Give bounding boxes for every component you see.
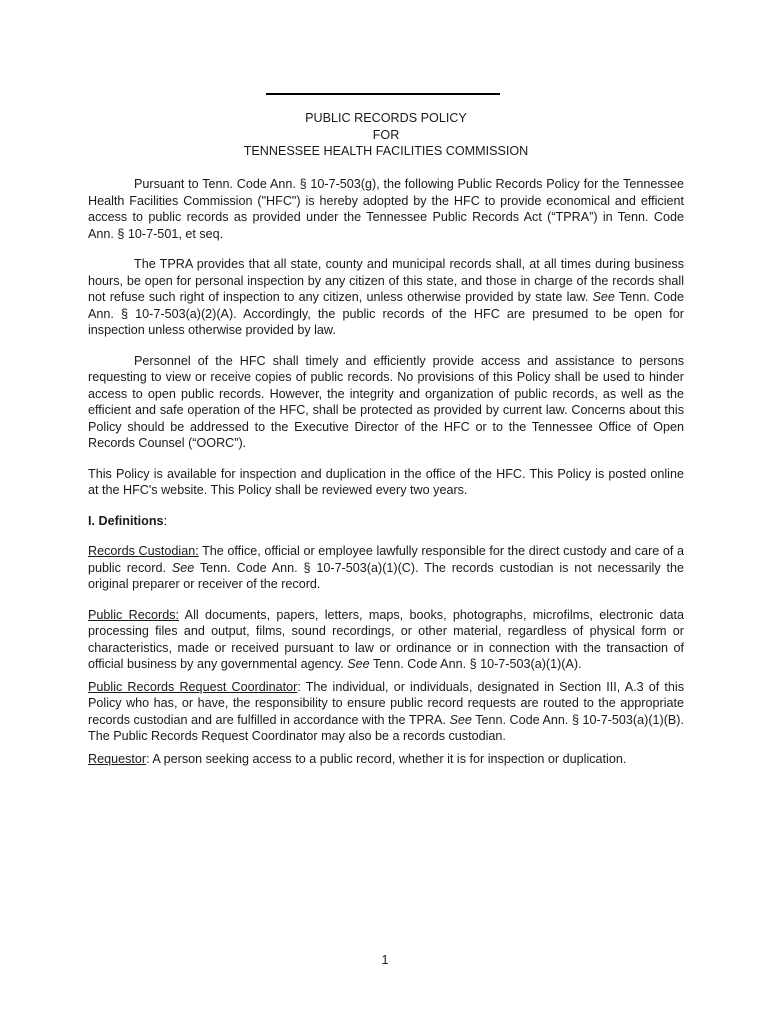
definition-text-a: All documents, papers, letters, maps, books, photographs, microfilms, electronic data processing files and output, films, sound recordings, or other material, regardless of physical form or characteristics, made or received pursuant to law or ordinance or in connection with the transaction of official business by any governmental agency.: [88, 607, 684, 671]
definition-text-b: Tenn. Code Ann. § 10-7-503(a)(1)(B). The Public Records Request Coordinator may also be a records custodian.: [88, 712, 684, 743]
definition-colon: :: [146, 751, 150, 766]
definition-term: Public Records Request Coordinator: [88, 679, 298, 694]
see-citation: See: [592, 290, 615, 304]
title-line-3: TENNESSEE HEALTH FACILITIES COMMISSION: [243, 144, 529, 158]
section-heading-colon: :: [163, 513, 168, 528]
definition-text-b: Tenn. Code Ann. § 10-7-503(a)(1)(C). The records custodian is not necessarily the original preparer or receiver of the record.: [88, 560, 684, 591]
section-heading-text: I. Definitions: [88, 513, 164, 528]
definition-text-b: Tenn. Code Ann. § 10-7-503(a)(1)(A).: [372, 657, 582, 671]
title-line-2: FOR: [372, 127, 400, 142]
document-title: [88, 110, 684, 160]
top-rule: [266, 93, 500, 95]
definition-records-custodian: [88, 543, 684, 593]
definition-request-coordinator: [88, 679, 684, 745]
paragraph-tpra-text-b: Tenn. Code Ann. § 10-7-503(a)(2)(A). Accordingly, the public records of the HFC are presumed to be open for inspection unless otherwise provided by law.: [88, 290, 684, 337]
section-heading: [88, 513, 684, 530]
see-citation: See: [171, 560, 195, 575]
document-body: [88, 176, 684, 767]
paragraph-adoption: Pursuant to Tenn. Code Ann. § 10-7-503(g), the following Public Records Policy for the Tennessee Health Facilities Commission ("HFC") is hereby adopted by the HFC to provide economical and efficient access to public records as provided under the Tennessee Public Records Act (“TPRA”) in Tenn. Code Ann. § 10-7-501, et seq.: [88, 177, 684, 241]
definition-public-records: [88, 607, 684, 673]
definition-term: Records Custodian:: [88, 544, 199, 558]
see-citation: See: [449, 712, 472, 727]
definition-text-a: The individual, or individuals, designated in Section III, A.3 of this Policy who has, or have, the responsibility to ensure public record requests are routed to the appropriate records custodian and are fulfilled in accordance with the TPRA.: [88, 679, 684, 727]
definition-text-a: The office, official or employee lawfully responsible for the direct custody and care of a public record.: [88, 544, 684, 575]
page-number: 1: [381, 953, 389, 967]
definition-colon: :: [297, 679, 301, 694]
paragraph-tpra: [88, 256, 684, 339]
paragraph-availability: This Policy is available for inspection and duplication in the office of the HFC. This Policy is posted online at the HFC's website. This Policy shall be reviewed every two years.: [88, 466, 684, 497]
definition-term: Public Records:: [88, 607, 180, 622]
definition-text: A person seeking access to a public record, whether it is for inspection or duplication.: [152, 751, 627, 766]
title-line-1: PUBLIC RECORDS POLICY: [305, 111, 467, 125]
paragraph-personnel: Personnel of the HFC shall timely and efficiently provide access and assistance to persons requesting to view or receive copies of public records. No provisions of this Policy shall be used to hinder access to open public records. However, the integrity and organization of public records, as well as the efficient and safe operation of the HFC, shall be protected as provided by current law. Concerns about this Policy should be addressed to the Executive Director of the HFC or to the Tennessee Office of Open Records Counsel (“OORC”).: [88, 353, 684, 450]
paragraph-tpra-text-a: The TPRA provides that all state, county and municipal records shall, at all times during business hours, be open for personal inspection by any citizen of this state, and those in charge of the records shall not refuse such right of inspection to any citizen, unless otherwise provided by state law.: [88, 257, 684, 304]
definition-requestor: [88, 751, 684, 768]
definition-term: Requestor: [88, 751, 147, 766]
see-citation: See: [347, 657, 370, 671]
